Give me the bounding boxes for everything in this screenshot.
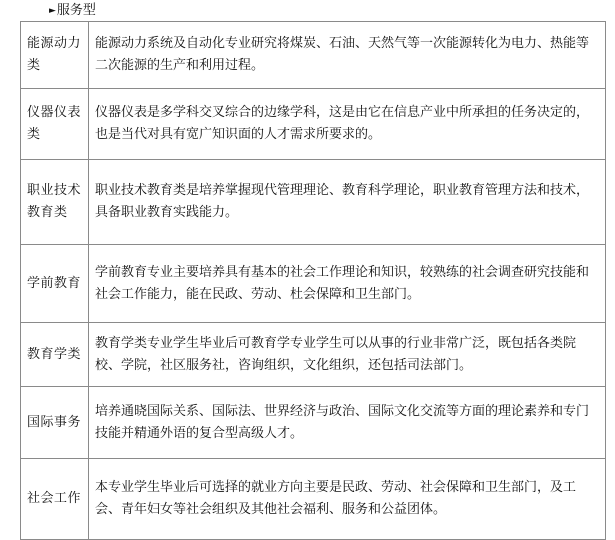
major-name-cell: 职业技术教育类 (21, 160, 89, 245)
section-heading (49, 2, 96, 20)
major-description-cell: 本专业学生毕业后可选择的就业方向主要是民政、劳动、社会保障和卫生部门，及工会、青年妇女等社会组织及其他社会福利、服务和公益团体。 (89, 459, 606, 540)
major-name-cell: 能源动力类 (21, 22, 89, 89)
table-row (21, 323, 606, 387)
majors-table (20, 21, 606, 540)
section-title: 服务型 (56, 3, 96, 18)
major-name-cell: 国际事务 (21, 387, 89, 459)
major-name-cell: 教育学类 (21, 323, 89, 387)
table-row (21, 89, 606, 160)
table-row (21, 22, 606, 89)
major-description-cell: 学前教育专业主要培养具有基本的社会工作理论和知识，较熟练的社会调查研究技能和社会工作能力，能在民政、劳动、杜会保障和卫生部门。 (89, 245, 606, 323)
table-row (21, 459, 606, 540)
table-row (21, 160, 606, 245)
table-row (21, 387, 606, 459)
major-description-cell: 职业技术教育类是培养掌握现代管理理论、教育科学理论，职业教育管理方法和技术，具备职业教育实践能力。 (89, 160, 606, 245)
major-description-cell: 培养通晓国际关系、国际法、世界经济与政治、国际文化交流等方面的理论素养和专门技能并精通外语的复合型高级人才。 (89, 387, 606, 459)
major-name-cell: 仪器仪表类 (21, 89, 89, 160)
major-description-cell: 仪器仪表是多学科交叉综合的边缘学科，这是由它在信息产业中所承担的任务决定的，也是当代对具有宽广知识面的人才需求所要求的。 (89, 89, 606, 160)
table-row (21, 245, 606, 323)
major-description-cell: 能源动力系统及自动化专业研究将煤炭、石油、天然气等一次能源转化为电力、热能等二次能源的生产和利用过程。 (89, 22, 606, 89)
major-name-cell: 社会工作 (21, 459, 89, 540)
triangle-marker-icon: ► (49, 6, 56, 16)
major-description-cell: 教育学类专业学生毕业后可教育学专业学生可以从事的行业非常广泛，既包括各类院校、学院，社区服务社，咨询组织，文化组织，还包括司法部门。 (89, 323, 606, 387)
major-name-cell: 学前教育 (21, 245, 89, 323)
